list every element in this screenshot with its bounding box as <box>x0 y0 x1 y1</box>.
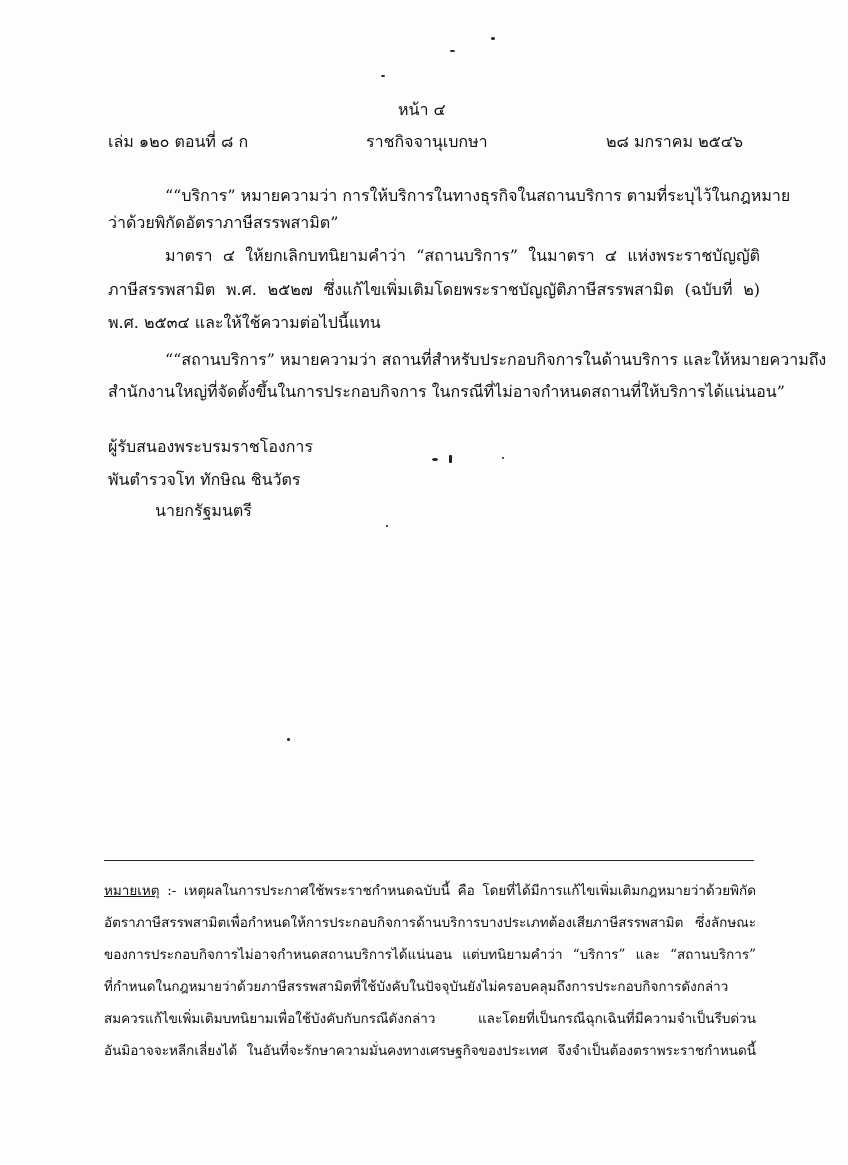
page-number: หน้า ๔ <box>398 100 446 119</box>
gazette-name: ราชกิจจานุเบกษา <box>366 132 488 151</box>
footnote-label: หมายเหตุ <box>104 883 160 899</box>
volume-issue: เล่ม ๑๒๐ ตอนที่ ๘ ก <box>108 132 249 151</box>
body-text-line: พ.ศ. ๒๕๓๔ และให้ใช้ความต่อไปนี้แทน <box>108 313 381 332</box>
body-text-line: สำนักงานใหญ่ที่จัดตั้งขึ้นในการประกอบกิจการ ในกรณีที่ไม่อาจกำหนดสถานที่ให้บริการได้แน่นอน” <box>108 382 785 401</box>
body-text-line: ““บริการ” หมายความว่า การให้บริการในทางธุรกิจในสถานบริการ ตามที่ระบุไว้ในกฎหมาย <box>165 186 791 205</box>
scan-speck <box>449 455 452 463</box>
scan-speck <box>381 75 385 77</box>
scan-speck <box>502 457 504 459</box>
countersign-title: ผู้รับสนองพระบรมราชโองการ <box>108 437 313 456</box>
scan-speck <box>450 50 455 52</box>
footnote-line: สมควรแก้ไขเพิ่มเติมบทนิยามเพื่อใช้บังคับกับกรณีดังกล่าว และโดยที่เป็นกรณีฉุกเฉินที่มีความจำเป็นรีบด่วน <box>104 1011 756 1027</box>
signatory-position: นายกรัฐมนตรี <box>155 501 252 520</box>
footnote-line-text: :- เหตุผลในการประกาศใช้พระราชกำหนดฉบับนี้ คือ โดยที่ได้มีการแก้ไขเพิ่มเติมกฎหมายว่าด้วยพิกัด <box>167 883 757 899</box>
footnote-line: อันมิอาจจะหลีกเลี่ยงได้ ในอันที่จะรักษาความมั่นคงทางเศรษฐกิจของประเทศ จึงจำเป็นต้องตราพระราชกำหนดนี้ <box>104 1043 756 1059</box>
scan-speck <box>287 738 290 741</box>
scan-speck <box>491 37 495 40</box>
footnote-line: ของการประกอบกิจการไม่อาจกำหนดสถานบริการได้แน่นอน แต่บทนิยามคำว่า “บริการ” และ “สถานบริการ” <box>104 947 756 963</box>
scan-speck <box>386 525 388 527</box>
footnote-line: ที่กำหนดในกฎหมายว่าด้วยภาษีสรรพสามิตที่ใช้บังคับในปัจจุบันยังไม่ครอบคลุมถึงการประกอบกิจการดังกล่าว <box>104 979 729 995</box>
body-text-line: ภาษีสรรพสามิต พ.ศ. ๒๕๒๗ ซึ่งแก้ไขเพิ่มเติมโดยพระราชบัญญัติภาษีสรรพสามิต (ฉบับที่ ๒) <box>108 280 760 299</box>
footnote-line <box>104 882 756 900</box>
body-text-line: ““สถานบริการ” หมายความว่า สถานที่สำหรับประกอบกิจการในด้านบริการ และให้หมายความถึง <box>165 350 827 369</box>
body-text-line: ว่าด้วยพิกัดอัตราภาษีสรรพสามิต” <box>108 213 339 232</box>
signatory-name: พันตำรวจโท ทักษิณ ชินวัตร <box>108 470 301 489</box>
body-text-line: มาตรา ๔ ให้ยกเลิกบทนิยามคำว่า “สถานบริการ” ในมาตรา ๔ แห่งพระราชบัญญัติ <box>165 246 760 265</box>
footnote-line: อัตราภาษีสรรพสามิตเพื่อกำหนดให้การประกอบกิจการด้านบริการบางประเภทต้องเสียภาษีสรรพสามิต ซึ่งลักษณะ <box>104 915 756 931</box>
footnote-divider <box>104 860 754 861</box>
gazette-date: ๒๘ มกราคม ๒๕๔๖ <box>606 132 744 151</box>
scan-speck <box>432 458 438 461</box>
